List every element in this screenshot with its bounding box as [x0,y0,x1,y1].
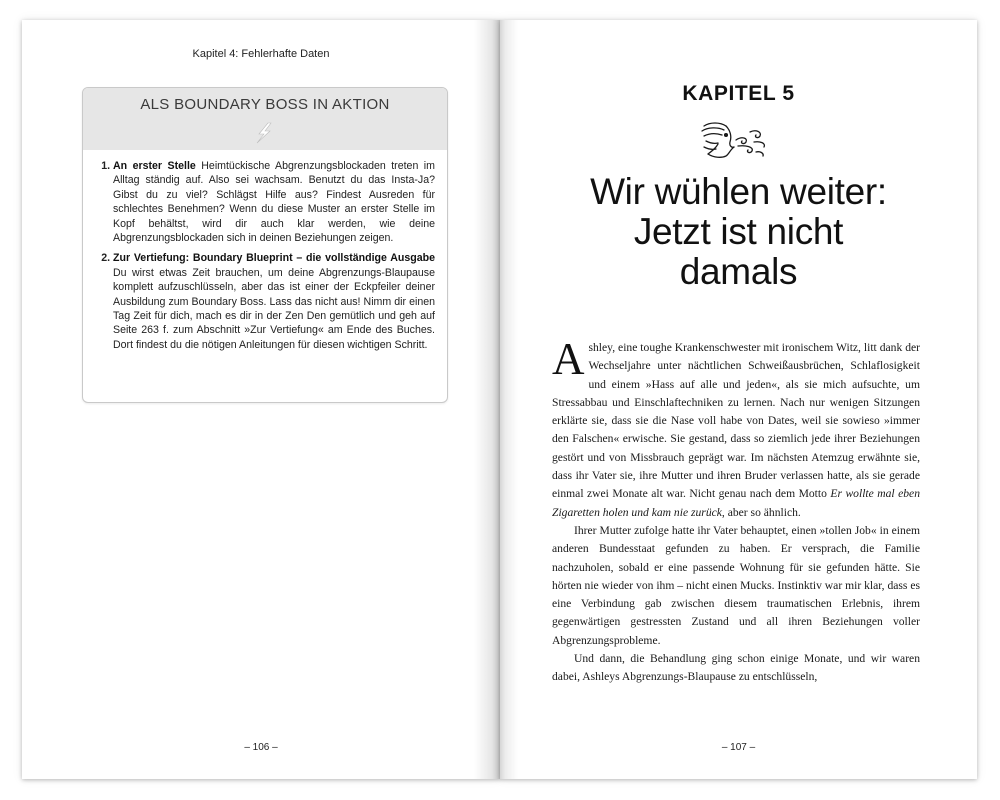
body-text [552,334,921,687]
paragraph: Und dann, die Behandlung ging schon einige Monate, und wir waren dabei, Ashleys Abgrenzungs-Blaupause zu entschlüsseln, [552,652,920,684]
gutter-shadow [500,20,518,779]
list-item [113,251,435,352]
running-head: Kapitel 4: Fehlerhafte Daten [192,48,330,60]
action-list [83,150,447,352]
paragraph-italic: Er wollte mal eben Zigaretten holen und kam nie zurück [552,487,921,519]
chapter-title-line: Wir wühlen weiter: [590,171,887,212]
gutter-shadow [474,20,500,779]
right-page [500,20,977,779]
page-number: – 107 – [721,742,756,753]
list-item-text: Du wirst etwas Zeit brauchen, um deine Abgrenzungs-Blaupause komplett aufzuschlüsseln, aber das ist einer der Eckpfeiler deiner Ausbildung zum Boundary Boss. Lass das nicht aus! Nimm dir einen Tag Zeit für dich, mach es dir in der Zen Den gemütlich und geh auf Seite 263 f. zum Abschnitt »Zur Vertiefung« am Ende des Buches. Dort findest du die nötigen Anleitungen für diesen wichtigen Schritt. [113,266,435,351]
paragraph-text: , aber so ähnlich. [721,505,801,519]
chapter-title-line: damals [679,251,798,292]
list-item-lead: Zur Vertiefung: Boundary Blueprint – die vollständige Ausgabe [113,252,435,265]
paragraph: Ihrer Mutter zufolge hatte ihr Vater behauptet, einen »tollen Job« in einem anderen Bundesstaat gefunden zu haben. Er versprach, die Familie nachzuholen, sobald er eine passende Wohnung für sie gefunden hätte. Sie hörten nie wieder von ihm – nicht einen Mucks. Instinktiv war mir klar, dass es eine Verbindung gab zwischen diesem traumatischen Erlebnis, ihrem gegenwärtigen gestressten Zustand und all ihren Beziehungen voller Abgrenzungsprobleme. [552,523,920,647]
lightning-bolt-icon [253,122,275,144]
chapter-title-line: Jetzt ist nicht [633,211,844,252]
list-item-lead: An erster Stelle [113,160,196,172]
page-number: – 106 – [244,742,278,753]
list-item [113,159,435,245]
action-box-title: ALS BOUNDARY BOSS IN AKTION [140,96,390,113]
chapter-title [530,172,947,292]
wind-blowing-face-icon [696,120,772,162]
chapter-label: KAPITEL 5 [682,82,795,105]
drop-cap: A [552,334,585,384]
paragraph [552,334,921,522]
action-box [82,87,448,403]
action-box-header [83,88,447,150]
list-item-text: Heimtückische Abgrenzungsblockaden treten im Alltag ständig auf. Also sei wachsam. Benutzt du das Insta-Ja? Gibst du zu viel? Schlägst Hilfe aus? Findest Ausreden für schlechtes Benehmen? Wenn du diese Muster an erster Stelle im Kopf behältst, wird dir auch klar werden, wie deine Abgrenzungsblockaden sich in deinen Beziehungen zeigen. [113,160,435,245]
left-page [22,20,500,779]
paragraph-text: shley, eine toughe Krankenschwester mit ironischem Witz, litt dank der Wechseljahre unter nächtlichen Schweißausbrüchen, Schlaflosigkeit und einem »Hass auf alle und jeden«, als sie mich aufsuchte, um Stressabbau und Einschlaftechniken zu lernen. Nach nur wenigen Sitzungen erklärte sie, dass sie die Nase voll habe von Dates, weil sie sowieso »immer den Falschen« erwische. Sie gestand, dass so ziemlich jede ihrer Beziehungen gestört und von Missbrauch geprägt war. Im nächsten Atemzug erwähnte sie, dass ihr Vater sie, ihre Mutter und ihren Bruder verlassen hatte, als sie gerade einmal zwei Monate alt war. Nicht genau nach dem Motto [552,341,920,501]
